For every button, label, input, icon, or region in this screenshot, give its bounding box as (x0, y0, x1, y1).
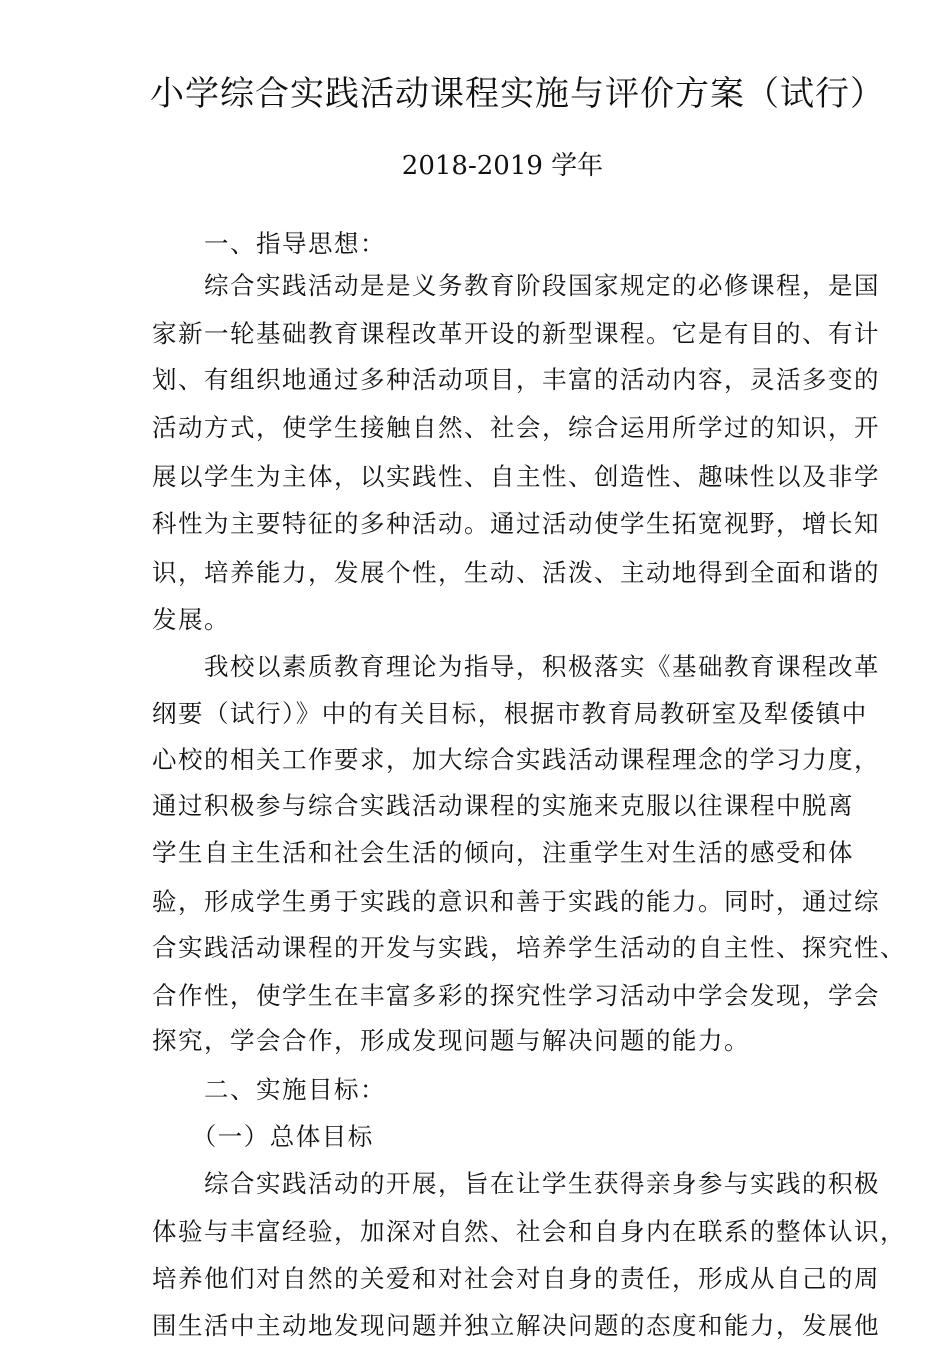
body-line: 展以学生为主体，以实践性、自主性、创造性、趣味性以及非学 (152, 462, 880, 491)
body-line: 验，形成学生勇于实践的意识和善于实践的能力。同时，通过综 (152, 887, 880, 916)
body-line: 围生活中主动地发现问题并独立解决问题的态度和能力，发展他 (152, 1311, 880, 1340)
body-line: 学生自主生活和社会生活的倾向，注重学生对生活的感受和体 (152, 838, 854, 867)
academic-year: 2018-2019 学年 (401, 151, 604, 181)
body-line: 家新一轮基础教育课程改革开设的新型课程。它是有目的、有计 (152, 319, 880, 348)
body-line: 探究，学会合作，形成发现问题与解决问题的能力。 (152, 1026, 750, 1055)
body-line: 体验与丰富经验，加深对自然、社会和自身内在联系的整体认识， (152, 1217, 906, 1246)
section-heading-implementation-goals: 二、实施目标： (152, 1075, 386, 1104)
section-heading-guiding-ideology: 一、指导思想： (152, 229, 386, 258)
body-line: 合作性，使学生在丰富多彩的探究性学习活动中学会发现，学会 (152, 981, 880, 1010)
body-line: 纲要（试行）》中的有关目标，根据市教育局教研室及犁倭镇中 (152, 699, 868, 728)
body-line: 综合实践活动是是义务教育阶段国家规定的必修课程，是国 (152, 271, 880, 300)
body-line: 划、有组织地通过多种活动项目，丰富的活动内容，灵活多变的 (152, 365, 880, 394)
body-line: 我校以素质教育理论为指导，积极落实《基础教育课程改革 (152, 652, 880, 681)
subsection-heading-overall-goals: （一）总体目标 (152, 1122, 374, 1151)
body-line: 综合实践活动的开展，旨在让学生获得亲身参与实践的积极 (152, 1169, 880, 1198)
body-line: 心校的相关工作要求，加大综合实践活动课程理念的学习力度， (152, 745, 880, 774)
document-title: 小学综合实践活动课程实施与评价方案（试行） (150, 74, 885, 114)
body-line: 合实践活动课程的开发与实践，培养学生活动的自主性、探究性、 (152, 933, 906, 962)
body-line: 培养他们对自然的关爱和对社会对自身的责任，形成从自己的周 (152, 1264, 880, 1293)
body-line: 识，培养能力，发展个性，生动、活泼、主动地得到全面和谐的 (152, 558, 880, 587)
body-line: 活动方式，使学生接触自然、社会，综合运用所学过的知识，开 (152, 413, 880, 442)
body-line: 发展。 (152, 605, 230, 634)
body-line: 通过积极参与综合实践活动课程的实施来克服以往课程中脱离 (152, 791, 854, 820)
body-line: 科性为主要特征的多种活动。通过活动使学生拓宽视野，增长知 (152, 509, 880, 538)
